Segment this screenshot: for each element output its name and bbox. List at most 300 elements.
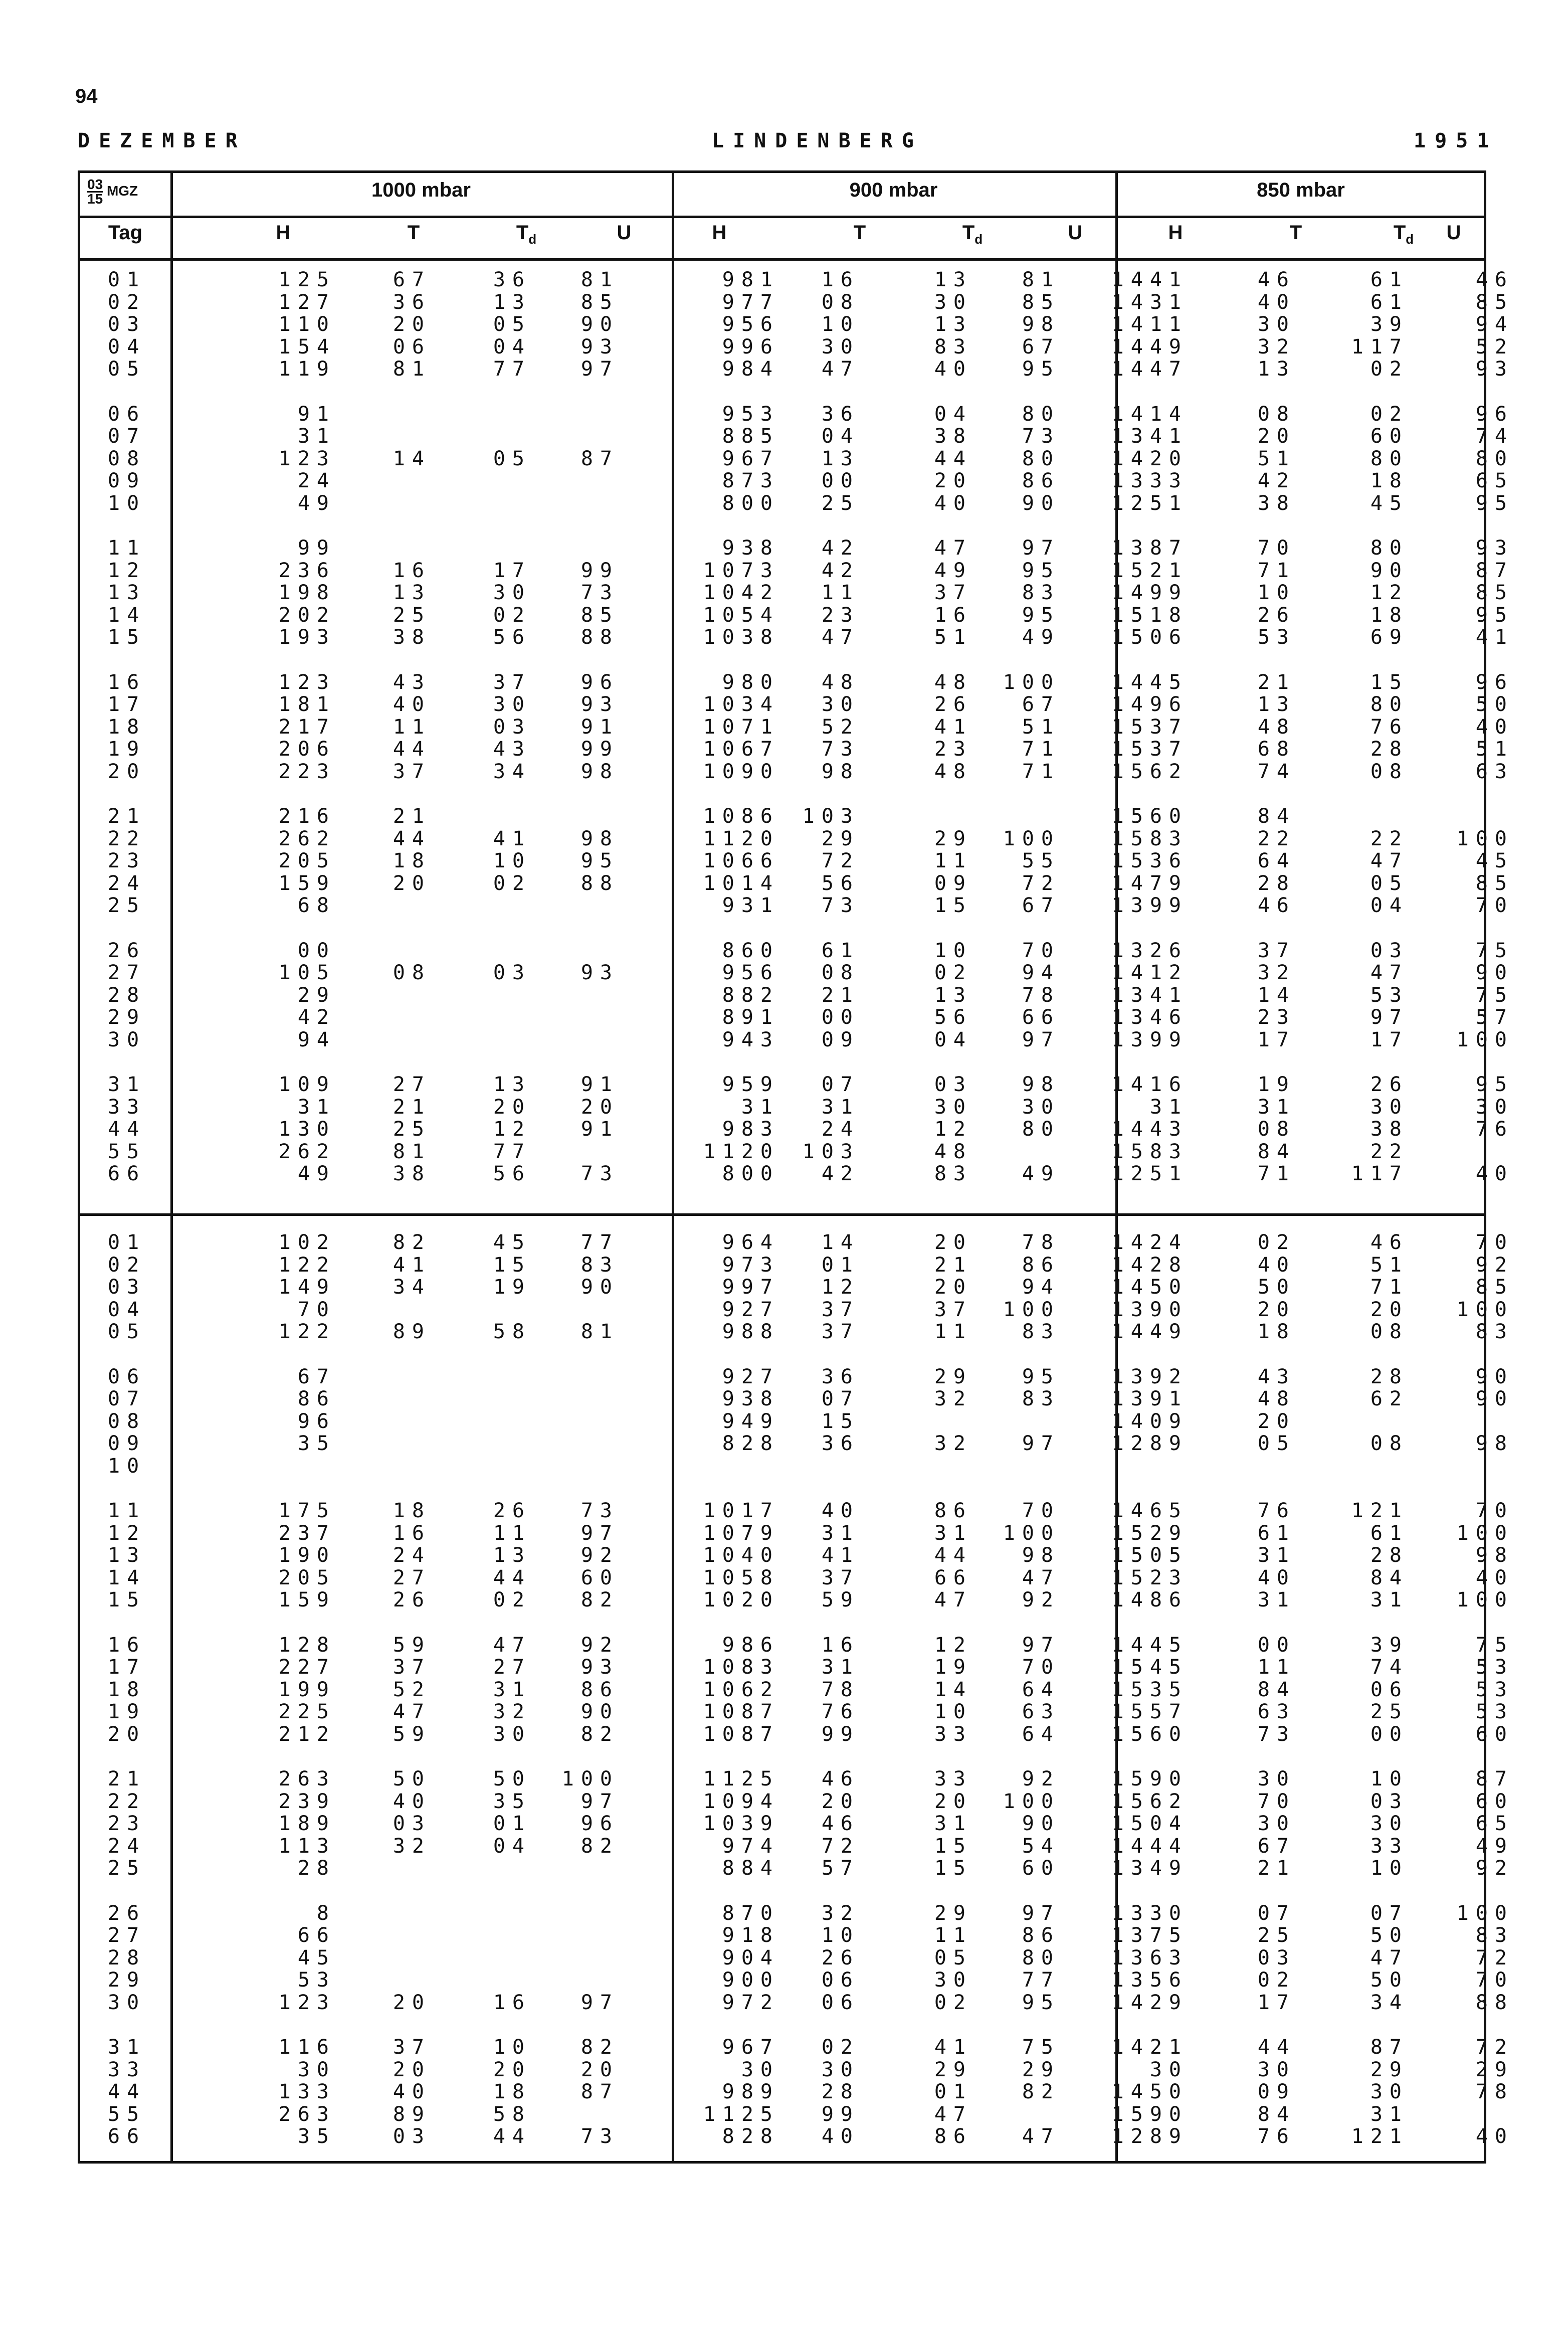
- data-cell: 37: [1257, 939, 1296, 962]
- data-cell: 1537: [1111, 715, 1188, 739]
- tag-cell: 14: [108, 603, 146, 627]
- data-cell: 81: [580, 268, 619, 291]
- level-1000-header: 1000 mbar: [371, 179, 471, 201]
- data-cell: 27: [493, 1656, 531, 1679]
- data-cell: 1086: [703, 805, 779, 828]
- data-cell: 85: [1475, 581, 1514, 604]
- data-cell: 95: [1022, 1991, 1060, 2014]
- data-cell: 09: [1257, 2080, 1296, 2103]
- data-cell: 08: [1370, 760, 1409, 783]
- column-header-td: $T_d$: [1393, 222, 1414, 247]
- data-cell: 873: [722, 469, 779, 492]
- data-cell: 76: [1257, 1499, 1296, 1522]
- tag-cell: 23: [108, 1812, 146, 1835]
- data-cell: 81: [580, 1320, 619, 1343]
- tag-cell: 23: [108, 849, 146, 872]
- data-cell: 42: [297, 1006, 336, 1029]
- data-cell: 46: [1370, 1231, 1409, 1254]
- data-cell: 14: [934, 1678, 972, 1701]
- data-cell: 04: [493, 1834, 531, 1858]
- data-cell: 49: [1022, 1162, 1060, 1185]
- data-cell: 15: [934, 894, 972, 917]
- data-cell: 85: [1475, 1276, 1514, 1299]
- data-cell: 80: [1022, 1118, 1060, 1141]
- data-cell: 40: [1257, 1253, 1296, 1277]
- data-cell: 40: [393, 693, 431, 716]
- data-cell: 1034: [703, 693, 779, 716]
- data-cell: 20: [393, 313, 431, 336]
- data-cell: 84: [1257, 1678, 1296, 1701]
- data-cell: 87: [580, 447, 619, 470]
- data-cell: 03: [493, 715, 531, 739]
- data-cell: 1375: [1111, 1924, 1188, 1947]
- data-cell: 1557: [1111, 1700, 1188, 1723]
- data-cell: 99: [821, 2102, 860, 2126]
- data-cell: 205: [278, 849, 336, 872]
- data-cell: 236: [278, 559, 336, 582]
- header-divider: [80, 216, 1484, 218]
- column-divider: [170, 173, 173, 2161]
- data-cell: 34: [1370, 1991, 1409, 2014]
- data-cell: 29: [1475, 2058, 1514, 2081]
- data-cell: 159: [278, 1588, 336, 1611]
- data-cell: 12: [934, 1633, 972, 1657]
- data-cell: 48: [934, 760, 972, 783]
- tag-cell: 11: [108, 1499, 146, 1522]
- data-cell: 90: [1022, 1812, 1060, 1835]
- data-cell: 97: [580, 1789, 619, 1813]
- data-cell: 38: [393, 1162, 431, 1185]
- data-cell: 26: [821, 1946, 860, 1969]
- data-cell: 10: [821, 313, 860, 336]
- data-cell: 07: [1257, 1901, 1296, 1925]
- data-cell: 28: [1370, 1365, 1409, 1388]
- data-cell: 03: [1370, 1789, 1409, 1813]
- data-cell: 98: [1475, 1432, 1514, 1455]
- data-cell: 18: [1370, 469, 1409, 492]
- data-cell: 04: [821, 425, 860, 448]
- data-cell: 10: [1370, 1767, 1409, 1790]
- data-cell: 70: [1475, 1968, 1514, 1992]
- data-cell: 83: [934, 335, 972, 358]
- data-cell: 08: [821, 961, 860, 984]
- data-cell: 20: [1257, 1409, 1296, 1433]
- data-cell: 03: [493, 961, 531, 984]
- data-cell: 40: [1475, 2125, 1514, 2148]
- data-cell: 31: [934, 1521, 972, 1545]
- data-cell: 202: [278, 603, 336, 627]
- data-cell: 1443: [1111, 1118, 1188, 1141]
- data-cell: 32: [393, 1834, 431, 1858]
- data-cell: 53: [1370, 983, 1409, 1007]
- data-cell: 1125: [703, 2102, 779, 2126]
- data-cell: 110: [278, 313, 336, 336]
- data-cell: 1094: [703, 1789, 779, 1813]
- data-cell: 81: [393, 1140, 431, 1163]
- data-cell: 86: [1022, 1253, 1060, 1277]
- data-cell: 70: [1022, 939, 1060, 962]
- data-cell: 96: [297, 1409, 336, 1433]
- data-cell: 100: [1456, 1901, 1514, 1925]
- column-header-td: $T_d$: [516, 222, 537, 247]
- data-cell: 85: [580, 603, 619, 627]
- data-cell: 08: [821, 290, 860, 314]
- column-header-t: T: [853, 222, 866, 244]
- data-cell: 78: [1022, 983, 1060, 1007]
- data-cell: 20: [393, 1991, 431, 2014]
- data-cell: 50: [1475, 693, 1514, 716]
- data-cell: 30: [934, 1968, 972, 1992]
- data-cell: 96: [1475, 402, 1514, 426]
- data-cell: 13: [1257, 693, 1296, 716]
- data-cell: 76: [1257, 2125, 1296, 2148]
- data-cell: 159: [278, 871, 336, 895]
- data-cell: 53: [1257, 626, 1296, 649]
- data-cell: 66: [934, 1566, 972, 1589]
- data-cell: 30: [934, 290, 972, 314]
- data-cell: 71: [1022, 760, 1060, 783]
- data-cell: 1090: [703, 760, 779, 783]
- data-cell: 16: [934, 603, 972, 627]
- data-cell: 74: [1475, 425, 1514, 448]
- data-cell: 85: [1022, 290, 1060, 314]
- data-cell: 1054: [703, 603, 779, 627]
- data-cell: 29: [934, 1365, 972, 1388]
- data-cell: 72: [1475, 1946, 1514, 1969]
- data-cell: 61: [821, 939, 860, 962]
- data-cell: 91: [580, 1118, 619, 1141]
- data-cell: 10: [934, 939, 972, 962]
- column-header-t: T: [1289, 222, 1302, 244]
- tag-cell: 22: [108, 827, 146, 850]
- data-cell: 30: [493, 581, 531, 604]
- data-cell: 82: [580, 1722, 619, 1746]
- data-cell: 05: [493, 313, 531, 336]
- data-cell: 885: [722, 425, 779, 448]
- data-cell: 870: [722, 1901, 779, 1925]
- data-cell: 00: [1257, 1633, 1296, 1657]
- data-cell: 1087: [703, 1722, 779, 1746]
- data-cell: 66: [1022, 1006, 1060, 1029]
- data-cell: 91: [580, 1073, 619, 1096]
- data-cell: 1506: [1111, 626, 1188, 649]
- data-cell: 36: [393, 290, 431, 314]
- data-cell: 37: [493, 670, 531, 694]
- data-cell: 73: [580, 1162, 619, 1185]
- data-cell: 13: [934, 983, 972, 1007]
- data-cell: 02: [1370, 402, 1409, 426]
- data-cell: 81: [393, 357, 431, 381]
- tag-cell: 33: [108, 1095, 146, 1119]
- data-cell: 1449: [1111, 1320, 1188, 1343]
- data-cell: 17: [1370, 1028, 1409, 1051]
- data-cell: 59: [821, 1588, 860, 1611]
- data-cell: 63: [1475, 760, 1514, 783]
- data-cell: 996: [722, 335, 779, 358]
- data-cell: 1535: [1111, 1678, 1188, 1701]
- data-cell: 40: [934, 357, 972, 381]
- data-cell: 20: [1370, 1298, 1409, 1321]
- data-cell: 972: [722, 1991, 779, 2014]
- data-cell: 72: [821, 849, 860, 872]
- data-cell: 26: [393, 1588, 431, 1611]
- data-cell: 47: [821, 357, 860, 381]
- data-cell: 98: [580, 827, 619, 850]
- data-cell: 74: [1370, 1656, 1409, 1679]
- data-cell: 100: [1003, 1789, 1060, 1813]
- data-cell: 11: [493, 1521, 531, 1545]
- data-cell: 97: [1370, 1006, 1409, 1029]
- subheader-divider: [80, 258, 1484, 261]
- data-cell: 38: [393, 626, 431, 649]
- data-cell: 02: [821, 2036, 860, 2059]
- data-cell: 1087: [703, 1700, 779, 1723]
- data-cell: 1289: [1111, 2125, 1188, 2148]
- data-cell: 92: [1022, 1767, 1060, 1790]
- data-cell: 1412: [1111, 961, 1188, 984]
- data-cell: 263: [278, 2102, 336, 2126]
- data-cell: 35: [297, 1432, 336, 1455]
- data-cell: 1479: [1111, 871, 1188, 895]
- data-cell: 73: [1257, 1722, 1296, 1746]
- data-cell: 1545: [1111, 1656, 1188, 1679]
- data-cell: 41: [1475, 626, 1514, 649]
- data-cell: 800: [722, 491, 779, 515]
- data-cell: 06: [821, 1968, 860, 1992]
- data-cell: 21: [1257, 670, 1296, 694]
- data-cell: 31: [821, 1521, 860, 1545]
- data-cell: 1562: [1111, 760, 1188, 783]
- data-cell: 31: [297, 425, 336, 448]
- data-cell: 15: [934, 1834, 972, 1858]
- data-cell: 17: [493, 559, 531, 582]
- data-cell: 956: [722, 961, 779, 984]
- data-cell: 40: [393, 1789, 431, 1813]
- data-cell: 94: [1022, 1276, 1060, 1299]
- data-cell: 262: [278, 827, 336, 850]
- data-cell: 11: [934, 849, 972, 872]
- tag-cell: 27: [108, 1924, 146, 1947]
- data-cell: 56: [493, 1162, 531, 1185]
- data-cell: 44: [393, 738, 431, 761]
- tag-cell: 26: [108, 939, 146, 962]
- data-cell: 21: [934, 1253, 972, 1277]
- data-cell: 100: [561, 1767, 619, 1790]
- tag-cell: 24: [108, 871, 146, 895]
- tag-cell: 06: [108, 1365, 146, 1388]
- data-cell: 31: [1370, 1588, 1409, 1611]
- data-cell: 46: [1257, 268, 1296, 291]
- data-cell: 97: [1022, 1633, 1060, 1657]
- data-cell: 37: [393, 1656, 431, 1679]
- data-cell: 47: [934, 536, 972, 560]
- data-cell: 121: [1351, 1499, 1409, 1522]
- data-cell: 102: [278, 1231, 336, 1254]
- data-cell: 49: [934, 559, 972, 582]
- data-cell: 00: [297, 939, 336, 962]
- data-cell: 1083: [703, 1656, 779, 1679]
- data-cell: 02: [934, 1991, 972, 2014]
- data-cell: 123: [278, 447, 336, 470]
- data-cell: 23: [821, 603, 860, 627]
- data-cell: 74: [1257, 760, 1296, 783]
- data-cell: 21: [821, 983, 860, 1007]
- data-cell: 12: [493, 1118, 531, 1141]
- data-cell: 32: [493, 1700, 531, 1723]
- data-cell: 931: [722, 894, 779, 917]
- data-cell: 30: [493, 693, 531, 716]
- data-cell: 974: [722, 1834, 779, 1858]
- data-cell: 1040: [703, 1544, 779, 1567]
- data-cell: 20: [1257, 425, 1296, 448]
- data-cell: 92: [580, 1633, 619, 1657]
- data-cell: 44: [1257, 2036, 1296, 2059]
- data-cell: 1333: [1111, 469, 1188, 492]
- data-cell: 967: [722, 2036, 779, 2059]
- data-cell: 51: [1475, 738, 1514, 761]
- tag-cell: 15: [108, 1588, 146, 1611]
- data-cell: 76: [1475, 1118, 1514, 1141]
- data-cell: 884: [722, 1857, 779, 1880]
- data-cell: 904: [722, 1946, 779, 1969]
- data-cell: 44: [393, 827, 431, 850]
- data-cell: 54: [1022, 1834, 1060, 1858]
- data-cell: 50: [493, 1767, 531, 1790]
- data-cell: 95: [1475, 1073, 1514, 1096]
- data-cell: 1537: [1111, 738, 1188, 761]
- tag-cell: 20: [108, 1722, 146, 1746]
- data-cell: 48: [1257, 715, 1296, 739]
- data-cell: 973: [722, 1253, 779, 1277]
- data-cell: 83: [934, 1162, 972, 1185]
- data-cell: 45: [297, 1946, 336, 1969]
- data-cell: 15: [934, 1857, 972, 1880]
- tag-cell: 08: [108, 447, 146, 470]
- data-cell: 1449: [1111, 335, 1188, 358]
- data-cell: 882: [722, 983, 779, 1007]
- data-cell: 59: [393, 1633, 431, 1657]
- data-cell: 122: [278, 1253, 336, 1277]
- data-cell: 02: [493, 1588, 531, 1611]
- data-cell: 61: [1370, 268, 1409, 291]
- tag-cell: 55: [108, 2102, 146, 2126]
- tag-cell: 18: [108, 715, 146, 739]
- data-cell: 1058: [703, 1566, 779, 1589]
- data-cell: 22: [1370, 827, 1409, 850]
- data-cell: 95: [1022, 357, 1060, 381]
- data-cell: 1120: [703, 1140, 779, 1163]
- data-cell: 83: [1475, 1320, 1514, 1343]
- data-cell: 60: [1475, 1722, 1514, 1746]
- column-header-td: $T_d$: [962, 222, 983, 247]
- data-cell: 10: [1257, 581, 1296, 604]
- data-cell: 51: [1022, 715, 1060, 739]
- data-cell: 36: [821, 1365, 860, 1388]
- data-cell: 80: [1022, 447, 1060, 470]
- data-cell: 16: [493, 1991, 531, 2014]
- data-cell: 08: [1257, 402, 1296, 426]
- data-cell: 31: [741, 1095, 779, 1119]
- data-cell: 48: [934, 1140, 972, 1163]
- data-cell: 30: [821, 335, 860, 358]
- data-cell: 94: [1022, 961, 1060, 984]
- data-cell: 133: [278, 2080, 336, 2103]
- data-cell: 25: [393, 603, 431, 627]
- time-label: $\frac{03}{15}$ MGZ: [87, 176, 138, 207]
- data-cell: 44: [934, 1544, 972, 1567]
- data-cell: 27: [393, 1073, 431, 1096]
- data-cell: 48: [821, 670, 860, 694]
- data-cell: 50: [1370, 1968, 1409, 1992]
- data-cell: 09: [934, 871, 972, 895]
- data-cell: 225: [278, 1700, 336, 1723]
- data-cell: 70: [1257, 1789, 1296, 1813]
- data-cell: 26: [934, 693, 972, 716]
- data-cell: 828: [722, 2125, 779, 2148]
- data-cell: 980: [722, 670, 779, 694]
- data-cell: 48: [934, 670, 972, 694]
- data-cell: 72: [821, 1834, 860, 1858]
- data-cell: 42: [1257, 469, 1296, 492]
- data-cell: 1441: [1111, 268, 1188, 291]
- data-cell: 125: [278, 268, 336, 291]
- data-cell: 90: [580, 313, 619, 336]
- data-cell: 94: [297, 1028, 336, 1051]
- data-cell: 53: [1475, 1656, 1514, 1679]
- data-cell: 98: [1022, 1544, 1060, 1567]
- data-cell: 14: [393, 447, 431, 470]
- data-cell: 02: [1370, 357, 1409, 381]
- data-cell: 98: [580, 760, 619, 783]
- data-cell: 1341: [1111, 425, 1188, 448]
- data-cell: 154: [278, 335, 336, 358]
- data-cell: 997: [722, 1276, 779, 1299]
- data-cell: 1411: [1111, 313, 1188, 336]
- data-cell: 06: [1370, 1678, 1409, 1701]
- tag-cell: 11: [108, 536, 146, 560]
- level-850-header: 850 mbar: [1257, 179, 1345, 201]
- data-cell: 31: [1149, 1095, 1188, 1119]
- data-cell: 53: [1475, 1700, 1514, 1723]
- data-cell: 20: [1257, 1298, 1296, 1321]
- data-cell: 1560: [1111, 1722, 1188, 1746]
- data-cell: 19: [493, 1276, 531, 1299]
- data-cell: 75: [1475, 983, 1514, 1007]
- data-cell: 47: [393, 1700, 431, 1723]
- data-cell: 70: [1022, 1499, 1060, 1522]
- data-cell: 103: [802, 1140, 860, 1163]
- data-cell: 1486: [1111, 1588, 1188, 1611]
- data-cell: 22: [1370, 1140, 1409, 1163]
- data-cell: 262: [278, 1140, 336, 1163]
- data-cell: 11: [934, 1320, 972, 1343]
- data-cell: 30: [297, 2058, 336, 2081]
- data-cell: 216: [278, 805, 336, 828]
- tag-cell: 20: [108, 760, 146, 783]
- data-cell: 53: [1475, 1678, 1514, 1701]
- data-cell: 61: [1257, 1521, 1296, 1545]
- data-cell: 70: [1257, 536, 1296, 560]
- data-cell: 47: [1370, 961, 1409, 984]
- data-cell: 97: [1022, 1028, 1060, 1051]
- data-cell: 1429: [1111, 1991, 1188, 2014]
- data-cell: 67: [1257, 1834, 1296, 1858]
- data-cell: 47: [1022, 2125, 1060, 2148]
- data-cell: 41: [493, 827, 531, 850]
- data-cell: 28: [1370, 1544, 1409, 1567]
- data-cell: 13: [493, 1544, 531, 1567]
- data-cell: 18: [493, 2080, 531, 2103]
